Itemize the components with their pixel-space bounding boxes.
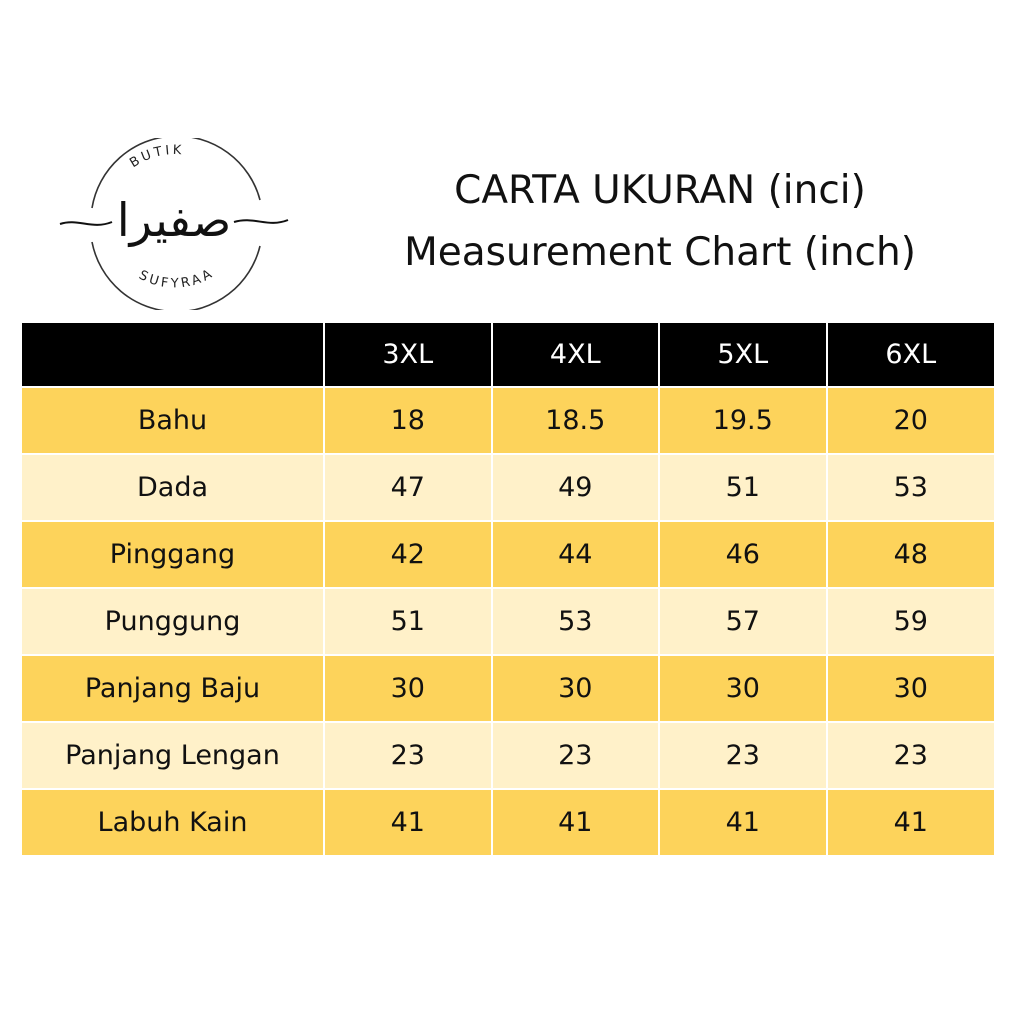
table-row <box>22 789 994 855</box>
cell-value: 59 <box>827 588 995 655</box>
cell-value: 41 <box>659 789 827 855</box>
header-size: 3XL <box>324 323 492 387</box>
table-row <box>22 588 994 655</box>
header-corner <box>22 323 324 387</box>
table-row <box>22 521 994 588</box>
cell-value: 51 <box>659 454 827 521</box>
row-label: Panjang Lengan <box>22 722 324 789</box>
cell-value: 23 <box>324 722 492 789</box>
header-size: 5XL <box>659 323 827 387</box>
logo-top-text: BUTIK <box>127 142 185 172</box>
cell-value: 42 <box>324 521 492 588</box>
logo-bottom-text: SUFYRAA <box>136 265 218 292</box>
cell-value: 48 <box>827 521 995 588</box>
cell-value: 23 <box>492 722 660 789</box>
table-row <box>22 722 994 789</box>
brand-logo <box>58 138 290 310</box>
logo-script-name: صفيرا <box>116 193 232 247</box>
cell-value: 53 <box>492 588 660 655</box>
cell-value: 53 <box>827 454 995 521</box>
row-label: Punggung <box>22 588 324 655</box>
cell-value: 18.5 <box>492 387 660 454</box>
row-label: Pinggang <box>22 521 324 588</box>
title-malay: CARTA UKURAN (inci) <box>454 168 866 213</box>
cell-value: 57 <box>659 588 827 655</box>
cell-value: 23 <box>659 722 827 789</box>
cell-value: 47 <box>324 454 492 521</box>
cell-value: 23 <box>827 722 995 789</box>
cell-value: 41 <box>324 789 492 855</box>
logo-ring-bottom <box>92 242 260 310</box>
cell-value: 41 <box>827 789 995 855</box>
row-label: Panjang Baju <box>22 655 324 722</box>
cell-value: 41 <box>492 789 660 855</box>
chart-titles <box>340 160 980 284</box>
header-size: 4XL <box>492 323 660 387</box>
cell-value: 30 <box>827 655 995 722</box>
table-body <box>22 387 994 855</box>
logo-emblem <box>58 138 290 310</box>
table-row <box>22 655 994 722</box>
table-header <box>22 323 994 387</box>
cell-value: 30 <box>659 655 827 722</box>
table-row <box>22 454 994 521</box>
cell-value: 30 <box>492 655 660 722</box>
title-english: Measurement Chart (inch) <box>404 230 916 275</box>
header-size: 6XL <box>827 323 995 387</box>
cell-value: 30 <box>324 655 492 722</box>
measurement-table <box>22 323 994 855</box>
row-label: Labuh Kain <box>22 789 324 855</box>
row-label: Dada <box>22 454 324 521</box>
logo-flourish-left <box>60 222 112 225</box>
cell-value: 46 <box>659 521 827 588</box>
cell-value: 18 <box>324 387 492 454</box>
cell-value: 51 <box>324 588 492 655</box>
cell-value: 44 <box>492 521 660 588</box>
cell-value: 49 <box>492 454 660 521</box>
logo-flourish-right <box>234 220 288 223</box>
header-row <box>22 323 994 387</box>
cell-value: 19.5 <box>659 387 827 454</box>
cell-value: 20 <box>827 387 995 454</box>
table-row <box>22 387 994 454</box>
row-label: Bahu <box>22 387 324 454</box>
